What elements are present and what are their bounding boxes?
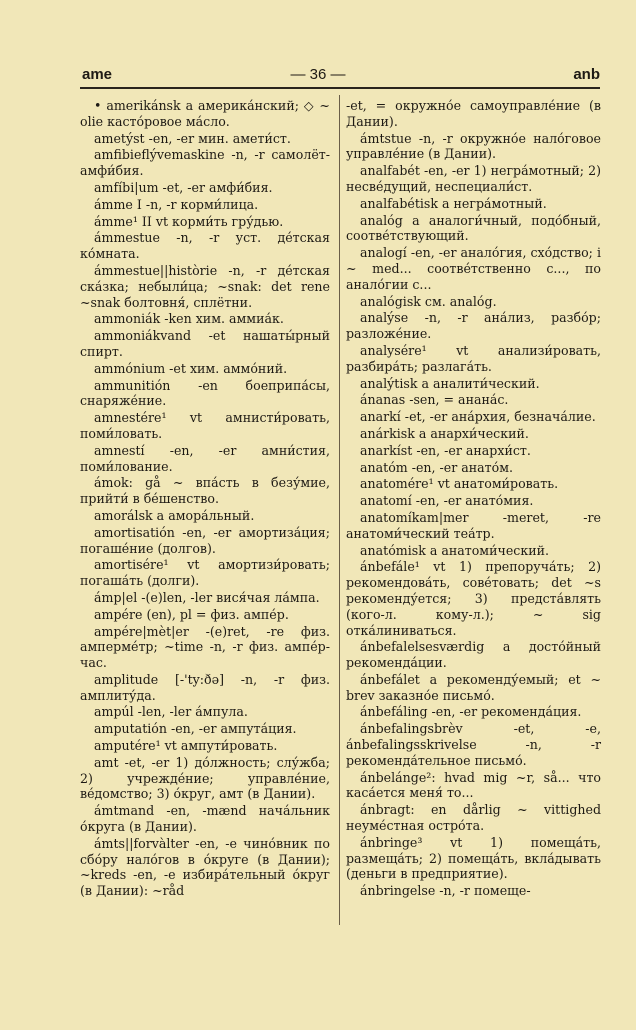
entry: ánbringe³ vt 1) помеща́ть, размеща́ть; 2) помеща́ть, вкла́дывать (деньги в предприятие). <box>346 834 601 882</box>
entry: anatomére¹ vt анатоми́ровать. <box>360 476 559 492</box>
entry: analogí -en, -er анало́гия, схо́дство; i ~ med... соотве́тственно с..., по анало́гии с... <box>346 245 601 292</box>
entry: -et, = окружно́е самоуправле́ние (в Дании). <box>346 98 601 129</box>
entry: analýtisk a аналити́ческий. <box>360 375 540 391</box>
entry: analógisk см. analóg. <box>360 293 497 309</box>
entry: ámtstue -n, -r окружно́е нало́говое управле́ние (в Дании). <box>346 130 601 162</box>
entry: ánbefalingsbrèv -et, -e, ánbefalingsskrivelse -n, -r рекоменда́тельное письмо́. <box>346 721 601 768</box>
entry: ámmestue||històrie -n, -r де́тская ска́зка; небыли́ца; ~snak: det rene ~snak болтовня́, сплётни. <box>80 262 330 310</box>
entry: ammónium -et хим. аммо́ний. <box>94 360 288 376</box>
entry: ánbefáling -en, -er рекоменда́ция. <box>360 704 582 720</box>
page-number: — 36 — <box>290 66 346 83</box>
entry: anatómisk a анатоми́ческий. <box>360 542 549 558</box>
entry: anatomíkam|mer -meret, -re анатоми́ческий теа́тр. <box>346 509 601 541</box>
entry: ammoniák -ken хим. аммиа́к. <box>94 311 284 327</box>
entry: anatomí -en, -er анато́мия. <box>360 493 534 509</box>
entry: ámme I -n, -r корми́лица. <box>94 196 259 212</box>
right-column <box>346 98 601 900</box>
entry: analfabét -en, -er 1) негра́мотный; 2) несве́дущий, неспециали́ст. <box>346 163 601 194</box>
entry: • amerikánsk a америка́нский; ◇ ~ olie касто́ровое ма́сло. <box>80 98 330 129</box>
entry: anatóm -en, -er анато́м. <box>360 459 514 475</box>
header-left-guideword: ame <box>82 66 113 83</box>
entry: amputére¹ vt ампути́ровать. <box>94 738 278 754</box>
left-column <box>80 98 330 900</box>
entry: ammunitión -en боеприпа́сы, снаряже́ние. <box>80 377 330 409</box>
entry: anarkí -et, -er ана́рхия, безнача́лие. <box>360 409 596 425</box>
entry: ánbefálet a рекоменду́емый; et ~ brev заказно́е письмо́. <box>346 671 601 703</box>
entry: ánanas -sen, = анана́с. <box>360 392 509 408</box>
entry: analóg a аналоги́чный, подо́бный, соотве́тствующий. <box>346 212 601 244</box>
entry: ámme¹ II vt корми́ть гру́дью. <box>94 213 284 229</box>
entry: amplitude [-'ty:ðə] -n, -r физ. амплиту́да. <box>80 671 330 703</box>
entry: amortisatión -en, -er амортиза́ция; погаше́ние (долгов). <box>80 524 330 556</box>
entry: ámok: gå ~ впа́сть в безу́мие, прийти́ в бе́шенство. <box>80 475 330 507</box>
entry: analfabétisk a негра́мотный. <box>360 195 547 211</box>
entry: ánbelánge²: hvad mig ~r, så... что каса́ется меня́ то... <box>346 769 601 801</box>
header-right-guideword: anb <box>573 66 600 83</box>
column-divider <box>339 95 340 925</box>
header-rule <box>80 87 600 89</box>
entry: ánbefalelsesværdig a досто́йный рекоменда́ции. <box>346 639 601 671</box>
entry: ámmestue -n, -r уст. де́тская ко́мната. <box>80 230 330 262</box>
entry: anarkíst -en, -er анархи́ст. <box>360 442 531 458</box>
entry: analysére¹ vt анализи́ровать, разбира́ть; разлага́ть. <box>346 342 601 374</box>
entry: ámtmand -en, -mænd нача́льник о́круга (в Дании). <box>80 803 330 835</box>
entry: amnestí -en, -er амни́стия, поми́лование. <box>80 442 330 474</box>
entry: ampére|mèt|er -(e)ret, -re физ. амперме́тр; ~time -n, -r физ. ампе́р-час. <box>80 623 330 671</box>
entry: analýse -n, -r ана́лиз, разбо́р; разложе́ние. <box>346 310 601 342</box>
entry: ametýst -en, -er мин. амети́ст. <box>94 130 291 146</box>
entry: amfíbi|um -et, -er амфи́бия. <box>94 179 273 195</box>
entry: amfibieflývemaskine -n, -r самолёт-амфи́бия. <box>80 147 330 179</box>
entry: amputatión -en, -er ампута́ция. <box>94 721 297 737</box>
entry: amorálsk a амора́льный. <box>94 507 255 523</box>
entry: anárkisk a анархи́ческий. <box>360 425 529 441</box>
entry: ampúl -len, -ler а́мпула. <box>94 704 248 720</box>
entry: ammoniákvand -et нашаты́рный спирт. <box>80 328 330 359</box>
entry: ámp|el -(e)len, -ler вися́чая ла́мпа. <box>94 589 320 605</box>
entry: ánbragt: en dårlig ~ vittighed неуме́стная остро́та. <box>346 802 601 834</box>
entry: ampére (en), pl = физ. ампе́р. <box>94 606 289 622</box>
entry: ánbringelse -n, -r помеще- <box>360 883 531 899</box>
entry: amt -et, -er 1) до́лжность; слу́жба; 2) учрежде́ние; управле́ние, ве́домство; 3) о́круг, амт (в Дании). <box>80 754 330 802</box>
entry: ámts||forvàlter -en, -e чино́вник по сбо́ру нало́гов в о́круге (в Дании); ~kreds -en, -e избира́тельный о́круг (в Дании): ~råd <box>80 835 330 899</box>
entry: ánbefále¹ vt 1) препоруча́ть; 2) рекомендова́ть, сове́товать; det ~s рекоменду́ется; 3) предста́влять (кого-л. кому-л.); ~ sig отка́линиваться. <box>346 559 601 638</box>
entry: amnestére¹ vt амнисти́ровать, поми́ловать. <box>80 410 330 441</box>
entry: amortisére¹ vt амортизи́ровать; погаша́ть (долги). <box>80 557 330 589</box>
